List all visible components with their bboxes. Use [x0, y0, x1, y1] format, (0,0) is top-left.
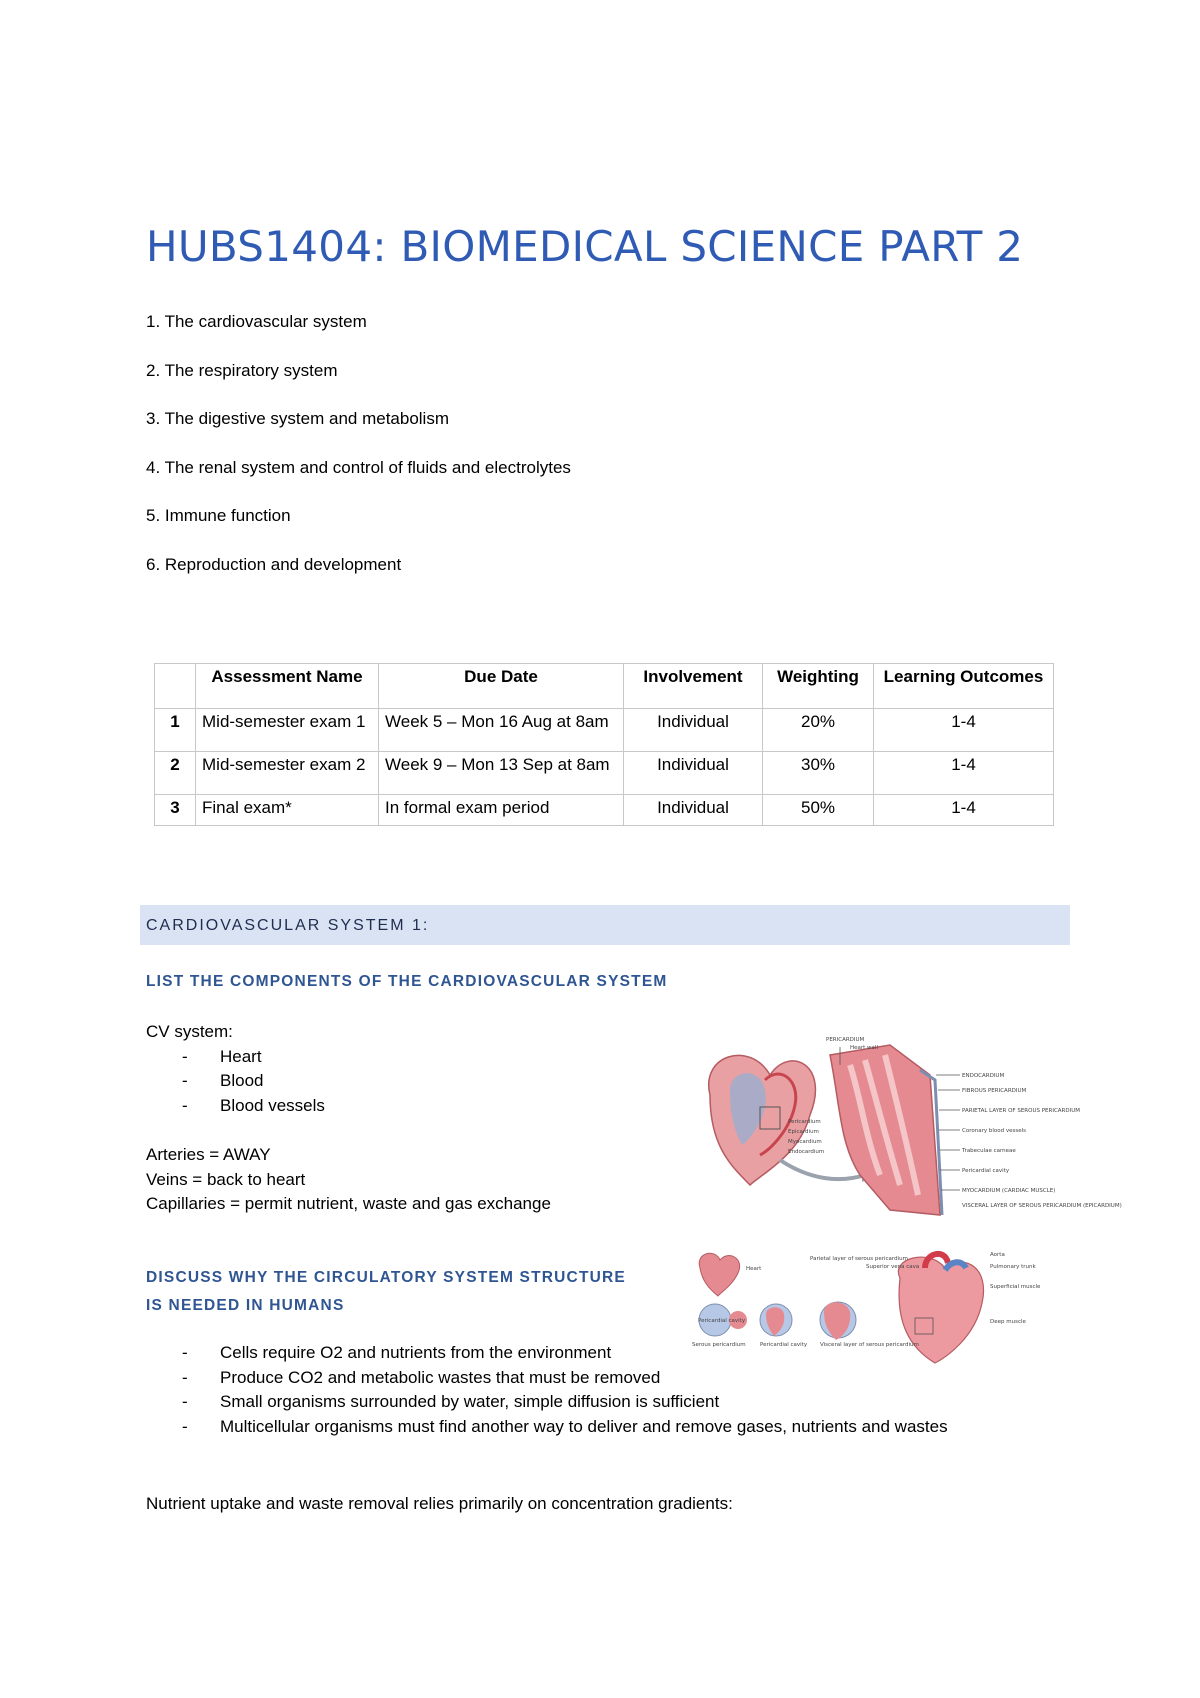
definition-line: Veins = back to heart	[146, 1169, 306, 1189]
header-cell: Learning Outcomes	[874, 664, 1054, 709]
header-cell: Involvement	[624, 664, 763, 709]
heart-stage-1	[699, 1253, 739, 1296]
topic-item: 1. The cardiovascular system	[146, 312, 367, 331]
figure-label: PARIETAL LAYER OF SEROUS PERICARDIUM	[962, 1108, 1080, 1114]
row-number: 1	[155, 709, 196, 752]
section-title: CARDIOVASCULAR SYSTEM 1:	[146, 917, 430, 934]
table-row	[155, 795, 1054, 826]
figure-label: Superficial muscle	[990, 1284, 1041, 1290]
list-item: - Heart	[182, 1046, 262, 1066]
list-item: - Produce CO2 and metabolic wastes that must be removed	[182, 1367, 661, 1387]
involvement: Individual	[624, 709, 763, 752]
involvement: Individual	[624, 795, 763, 826]
table-header-row	[155, 664, 1054, 709]
figure-label: Deep muscle	[990, 1319, 1026, 1325]
figure-label: Trabeculae carneae	[962, 1148, 1016, 1154]
cv-system-block	[146, 1020, 325, 1118]
topic-item: 3. The digestive system and metabolism	[146, 409, 449, 428]
weighting: 50%	[763, 795, 874, 826]
list-item: - Multicellular organisms must find another way to deliver and remove gases, nutrients and wastes	[182, 1416, 948, 1436]
figure-label: PERICARDIUM	[826, 1037, 865, 1043]
figure-label: VISCERAL LAYER OF SEROUS PERICARDIUM (EPICARDIUM)	[962, 1203, 1122, 1209]
subheading-list-components: LIST THE COMPONENTS OF THE CARDIOVASCULAR SYSTEM	[146, 973, 668, 990]
topic-list	[146, 312, 571, 603]
figure-label: Pulmonary trunk	[990, 1264, 1036, 1270]
figure-label: ENDOCARDIUM	[962, 1073, 1005, 1079]
list-item: - Cells require O2 and nutrients from the environment	[182, 1343, 612, 1362]
involvement: Individual	[624, 752, 763, 795]
topic-item: 5. Immune function	[146, 506, 291, 525]
due-date: Week 5 – Mon 16 Aug at 8am	[379, 709, 624, 752]
due-date: In formal exam period	[379, 795, 624, 826]
list-item: - Blood vessels	[182, 1095, 325, 1115]
subheading-discuss-why: DISCUSS WHY THE CIRCULATORY SYSTEM STRUCTURE IS NEEDED IN HUMANS	[146, 1269, 626, 1314]
heart-wall-diagram	[690, 1035, 1122, 1235]
figure-label: Myocardium	[788, 1139, 822, 1145]
header-cell: Assessment Name	[196, 664, 379, 709]
weighting: 20%	[763, 709, 874, 752]
topic-item: 4. The renal system and control of fluids and electrolytes	[146, 457, 571, 477]
learning-outcomes: 1-4	[874, 752, 1054, 795]
closing-line: Nutrient uptake and waste removal relies primarily on concentration gradients:	[146, 1494, 733, 1513]
heart-wall-section	[830, 1045, 942, 1215]
figure-label: Parietal layer of serous pericardium	[810, 1256, 908, 1262]
heart-stage-4	[820, 1302, 856, 1340]
figure-label: Visceral layer of serous pericardium	[820, 1342, 919, 1348]
assessment-name: Mid-semester exam 2	[196, 752, 379, 795]
weighting: 30%	[763, 752, 874, 795]
definition-line: Arteries = AWAY	[146, 1145, 271, 1164]
learning-outcomes: 1-4	[874, 795, 1054, 826]
assessment-name: Final exam*	[196, 795, 379, 826]
assessment-table	[154, 663, 1054, 826]
figure-label: Endocardium	[788, 1149, 825, 1155]
page-title: HUBS1404: BIOMEDICAL SCIENCE PART 2	[146, 222, 1024, 271]
figure-label: Serous pericardium	[692, 1342, 746, 1348]
header-cell	[155, 664, 196, 709]
figure-label: Heart wall	[850, 1045, 878, 1051]
cv-intro: CV system:	[146, 1022, 233, 1041]
figure-label: Superior vena cava	[866, 1264, 920, 1270]
row-number: 3	[155, 795, 196, 826]
figure-label: Heart	[746, 1266, 762, 1272]
figure-label: FIBROUS PERICARDIUM	[962, 1088, 1027, 1094]
definition-line: Capillaries = permit nutrient, waste and gas exchange	[146, 1194, 551, 1213]
topic-item: 2. The respiratory system	[146, 360, 338, 380]
due-date: Week 9 – Mon 13 Sep at 8am	[379, 752, 624, 795]
definitions-block	[146, 1143, 551, 1217]
figure-label: Pericardial cavity	[962, 1168, 1010, 1174]
table-row	[155, 752, 1054, 795]
cv-component-list	[146, 1045, 325, 1119]
figure-label: Aorta	[990, 1252, 1005, 1258]
learning-outcomes: 1-4	[874, 709, 1054, 752]
topic-item: 6. Reproduction and development	[146, 554, 402, 574]
pericardium-diagram	[690, 1248, 1041, 1368]
header-cell: Weighting	[763, 664, 874, 709]
row-number: 2	[155, 752, 196, 795]
list-item: - Small organisms surrounded by water, simple diffusion is sufficient	[182, 1392, 720, 1411]
figure-label: Epicardium	[788, 1129, 819, 1135]
list-item: - Blood	[182, 1071, 264, 1090]
figure-label: Pericardial cavity	[698, 1318, 746, 1324]
table-row	[155, 709, 1054, 752]
figure-label: Pericardium	[788, 1119, 821, 1125]
figure-label: Pericardial cavity	[760, 1342, 808, 1348]
figure-label: MYOCARDIUM (CARDIAC MUSCLE)	[962, 1188, 1056, 1194]
figure-label: Coronary blood vessels	[962, 1128, 1026, 1134]
assessment-name: Mid-semester exam 1	[196, 709, 379, 752]
header-cell: Due Date	[379, 664, 624, 709]
heart-stage-3	[760, 1304, 792, 1336]
